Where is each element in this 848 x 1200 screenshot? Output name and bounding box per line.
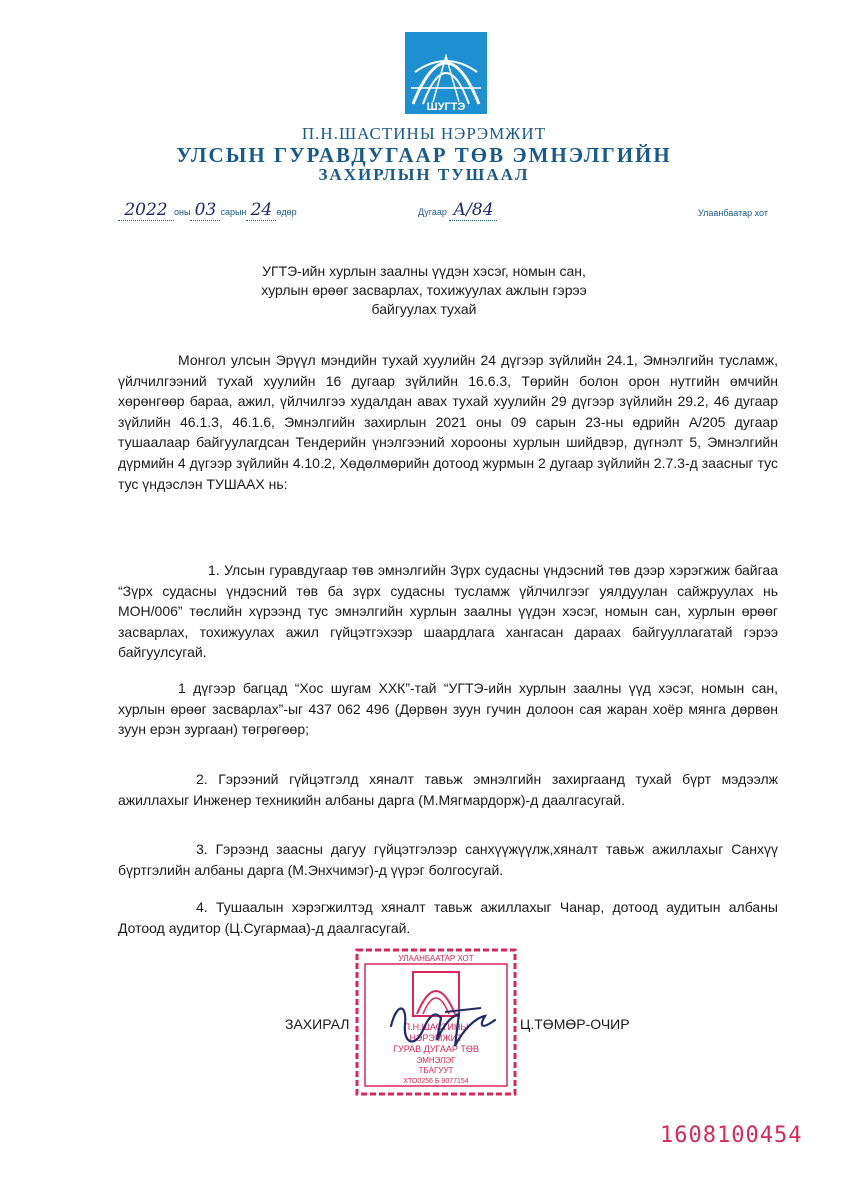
order-city: Улаанбаатар хот [698, 208, 768, 218]
date-day-suffix: өдөр [276, 207, 297, 217]
stamp-line-4: ЭМНЭЛЭГ [416, 1056, 456, 1065]
lot-1-paragraph: 1 дүгээр багцад “Хос шугам ХХК”-тай “УГТЭ-ийн хурлын заалны үүд хэсэг, номын сан, хурлын өрөөг засварлах”-ыг 437 062 496 (Дөрвөн зуун гучин долоон сая жаран хоёр мянга дөрвөн зуун ерэн зургаан) төгрөгөөр; [118, 680, 778, 738]
clause-4-paragraph: 4. Тушаалын хэрэгжилтэд хяналт тавьж ажиллахыг Чанар, дотоод аудитын албаны Дотоод аудитор (Ц.Сугармаа)-д даалгасугай. [118, 899, 778, 936]
clause-2-paragraph: 2. Гэрээний гүйцэтгэлд хяналт тавьж эмнэлгийн захиргаанд тухай бүрт мэдээлж ажиллахыг Инженер техникийн албаны дарга (М.Мягмардорж)-д даалгасугай. [118, 771, 778, 808]
date-month-suffix: сарын [220, 207, 247, 217]
title-line-2: хурлын өрөөг засварлах, тохижуулах ажлын гэрээ [261, 282, 587, 298]
header-line-3: ЗАХИРЛЫН ТУШААЛ [318, 165, 530, 184]
title-line-1: УГТЭ-ийн хурлын заалны үүдэн хэсэг, номын сан, [262, 263, 586, 279]
logo-text: ШУГТЭ [426, 101, 466, 113]
clause-1-paragraph: 1. Улсын гуравдугаар төв эмнэлгийн Зүрх судасны үндэсний төв дээр хэрэгжиж байгаа “Зүрх судасны үндэсний төв ба зүрх судасны тусламж үйлчилгээг уялдуулан сайжруулах нь МОН/006” төслийн хүрээнд тус эмнэлгийн хурлын заалны үүдэн хэсэг, номын сан, хурлын өрөөг засварлах, тохижуулах ажил гүйцэтгэхээр шаардлага хангасан дараах байгууллагатай гэрээ байгуулсугай. [118, 562, 778, 661]
stamp-line-2: НЭРЭМЖИТ [409, 1033, 463, 1043]
logo-graphic [405, 32, 487, 114]
signature-graphic [385, 996, 515, 1056]
handwritten-signature [385, 996, 515, 1056]
order-date [118, 200, 297, 221]
stamp-line-5: ТБАГУУТ [418, 1066, 454, 1075]
date-day: 24 [246, 200, 276, 221]
title-line-3: байгуулах тухай [371, 301, 477, 317]
document-title [0, 262, 848, 319]
date-year-suffix: оны [174, 207, 191, 217]
preamble-paragraph: Монгол улсын Эрүүл мэндийн тухай хуулийн 24 дүгээр зүйлийн 24.1, Эмнэлгийн тусламж, үйлчилгээний тухай хуулийн 16 дугаар зүйлийн 16.6.3, Төрийн болон орон нутгийн өмчийн хөрөнгөөр бараа, ажил, үйлчилгээ худалдан авах тухай хуулийн 29 дүгээр зүйлийн 29.2, 46 дугаар зүйлийн 46.1.3, 46.1.6, Эмнэлгийн захирлын 2021 оны 09 сарын 23-ны өдрийн А/205 дугаар тушаалаар байгуулагдсан Тендерийн үнэлгээний хорооны хурлын шийдвэр, дүгнэлт 5, Эмнэлгийн дүрмийн 4 дүгээр зүйлийн 4.10.2, Хөдөлмөрийн дотоод журмын 2 дугаар зүйлийн 2.7.3-д заасныг тус тус үндэслэн ТУШААХ нь: [118, 352, 778, 492]
date-month: 03 [190, 200, 220, 221]
order-number-label: Дугаар [418, 207, 447, 217]
date-year: 2022 [118, 200, 174, 221]
clause-3-paragraph: 3. Гэрээнд заасны дагуу гүйцэтгэлээр санхүүжүүлж,хяналт тавьж ажиллахыг Санхүү бүртгэлийн албаны дарга (М.Энхчимэг)-д үүрэг болгосугай. [118, 841, 778, 878]
serial-number: 1608100454 [660, 1123, 803, 1148]
header-line-1: П.Н.ШАСТИНЫ НЭРЭМЖИТ [301, 124, 547, 143]
stamp-line-1: П.Н.ШАСТИНЫ [403, 1022, 469, 1032]
order-number [418, 200, 497, 221]
signatory-name: Ц.ТӨМӨР-ОЧИР [520, 1016, 630, 1032]
stamp-line-3: ГУРАВ ДУГААР ТӨВ [393, 1044, 479, 1054]
stamp-top-text: УЛААНБААТАР ХОТ [398, 954, 474, 963]
stamp-code: ХТО0256 Б 9077154 [403, 1078, 469, 1085]
signatory-title: ЗАХИРАЛ [285, 1016, 350, 1032]
header-line-2: УЛСЫН ГУРАВДУГААР ТӨВ ЭМНЭЛГИЙН [176, 143, 672, 167]
hospital-logo [405, 32, 487, 114]
order-number-value: А/84 [449, 200, 497, 221]
